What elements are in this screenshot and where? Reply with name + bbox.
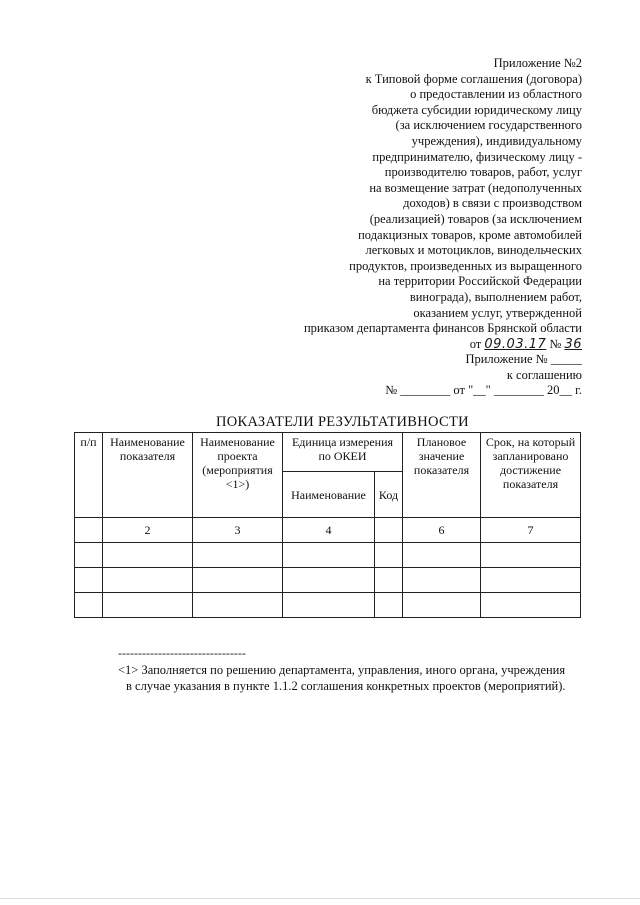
table-cell: 4	[283, 518, 375, 543]
header-line: приказом департамента финансов Брянской области	[303, 321, 582, 336]
table-header-row	[75, 433, 581, 472]
table-cell: 2	[103, 518, 193, 543]
table-cell: 7	[481, 518, 581, 543]
header-line: производителю товаров, работ, услуг	[384, 165, 582, 180]
footnote-separator: --------------------------------	[118, 646, 246, 660]
header-cell: Срок, на который запланировано достижение показателя	[481, 433, 581, 518]
header-cell: Единица измерения по ОКЕИ	[283, 433, 403, 472]
date-prefix: от	[469, 336, 482, 351]
header-cell: п/п	[75, 433, 103, 518]
header-line: на возмещение затрат (недополученных	[369, 180, 582, 195]
table-cell: 3	[193, 518, 283, 543]
table-row	[75, 568, 581, 593]
appendix-line: Приложение № _____	[465, 352, 582, 366]
table-cell	[75, 518, 103, 543]
scan-edge-divider	[0, 898, 640, 899]
footnote-line: в случае указания в пункте 1.1.2 соглашения конкретных проектов (мероприятий).	[126, 679, 566, 693]
footnote	[118, 662, 588, 694]
header-cell: Наименование показателя	[103, 433, 193, 518]
header-line: бюджета субсидии юридическому лицу	[371, 102, 582, 117]
header-line: легковых и мотоциклов, винодельческих	[365, 243, 582, 258]
handwritten-date: 09.03.17	[484, 336, 547, 352]
header-line: доходов) в связи с производством	[403, 196, 582, 211]
header-cell: Наименование проекта (мероприятия <1>)	[193, 433, 283, 518]
handwritten-number: 36	[564, 336, 582, 352]
table-row	[75, 543, 581, 568]
footnote-line: <1> Заполняется по решению департамента, управления, иного органа, учреждения	[118, 663, 566, 677]
appendix-block	[322, 352, 582, 399]
header-line: (реализацией) товаров (за исключением	[369, 211, 582, 226]
table-cell	[375, 518, 403, 543]
header-line: подакцизных товаров, кроме автомобилей	[358, 227, 582, 242]
table-number-row	[75, 518, 581, 543]
header-line: к Типовой форме соглашения (договора)	[365, 71, 582, 86]
approval-header	[242, 56, 582, 352]
page-title: ПОКАЗАТЕЛИ РЕЗУЛЬТАТИВНОСТИ	[216, 414, 469, 430]
header-line: (за исключением государственного	[395, 118, 582, 133]
header-line: предпринимателю, физическому лицу -	[372, 149, 582, 164]
appendix-line: № ________ от "__" ________ 20__ г.	[385, 383, 582, 398]
header-line: на территории Российской Федерации	[378, 274, 582, 289]
header-line: продуктов, произведенных из выращенного	[349, 258, 582, 273]
number-prefix: №	[549, 336, 562, 351]
table-cell: 6	[403, 518, 481, 543]
header-line: Приложение №2	[493, 56, 582, 70]
header-line: о предоставлении из областного	[410, 87, 582, 102]
header-line: винограда), выполнением работ,	[409, 289, 582, 304]
table-row	[75, 593, 581, 618]
header-line: оказанием услуг, утвержденной	[413, 305, 582, 320]
header-cell: Плановое значение показателя	[403, 433, 481, 518]
header-line: учреждения), индивидуальному	[411, 133, 582, 148]
appendix-line: к соглашению	[506, 367, 582, 382]
header-cell: Наименование	[283, 472, 375, 518]
indicators-table	[74, 432, 581, 618]
header-cell: Код	[375, 472, 403, 518]
order-date-line	[242, 337, 582, 353]
